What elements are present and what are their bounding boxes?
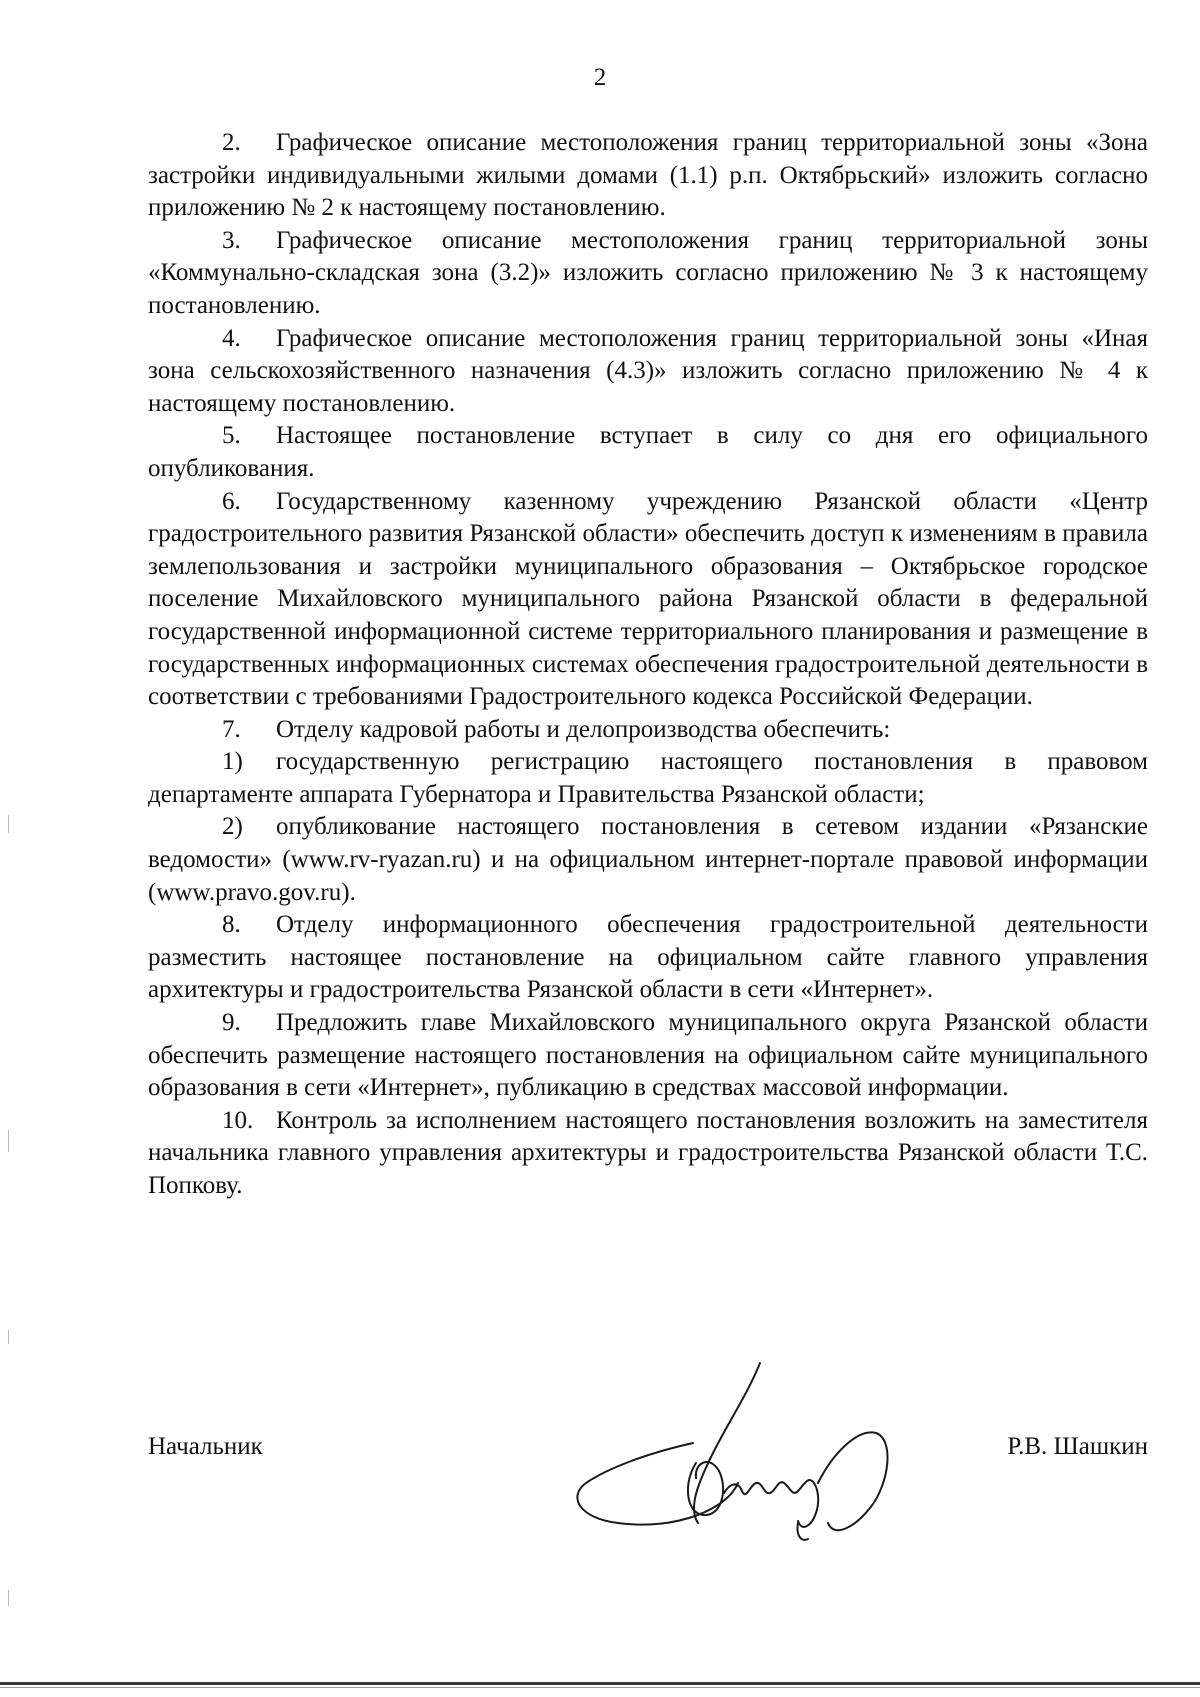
scan-edge-mark [8,1330,9,1344]
paragraph-3 [148,225,1148,323]
paragraph-7 [148,714,1148,747]
item-number: 8. [222,911,241,939]
paragraph-text: Государственному казенному учреждению Рязанской области «Центр градостроительного развития Рязанской области» обеспечить доступ к изменениям в правила землепользования и застройки муниципального образования – Октябрьское городское поселение Михайловского муниципального района Рязанской области в федеральной государственной информационной системе территориального планирования и размещение в государственных информационных системах обеспечения градостроительной деятельности в соответствии с требованиями Градостроительного кодекса Российской Федерации. [148,487,1148,711]
scan-edge-mark [8,815,9,833]
item-number: 2) [222,813,243,841]
document-body [148,127,1148,1203]
handwritten-signature [498,1333,898,1553]
paragraph-text: государственную регистрацию настоящего постановления в правовом департаменте аппарата Губернатора и Правительства Рязанской области; [148,748,1148,808]
item-number: 3. [222,226,241,254]
paragraph-8 [148,909,1148,1007]
page-number: 2 [593,64,607,91]
scan-bottom-edge [0,1682,1200,1685]
signatory-title: Начальник [148,1433,263,1460]
paragraph-5 [148,420,1148,485]
item-number: 5. [222,422,241,450]
scan-bottom-edge-shadow [0,1687,1200,1688]
paragraph-text: Контроль за исполнением настоящего постановления возложить на заместителя начальника главного управления архитектуры и градостроительства Рязанской области Т.С. Попкову. [148,1106,1148,1199]
scan-edge-mark [8,1130,9,1152]
paragraph-2 [148,127,1148,225]
paragraph-text: Предложить главе Михайловского муниципального округа Рязанской области обеспечить размещение настоящего постановления на официальном сайте муниципального образования в сети «Интернет», публикацию в средствах массовой информации. [148,1009,1148,1102]
paragraph-text: Графическое описание местоположения границ территориальной зоны «Коммунально-складская зона (3.2)» изложить согласно приложению № 3 к настоящему постановлению. [148,226,1148,319]
paragraph-10 [148,1105,1148,1203]
item-number: 10. [222,1106,254,1134]
item-number: 4. [222,324,241,352]
paragraph-6 [148,486,1148,714]
paragraph-text: Отделу кадровой работы и делопроизводства обеспечить: [276,715,891,743]
paragraph-text: Графическое описание местоположения границ территориальной зоны «Иная зона сельскохозяйственного назначения (4.3)» изложить согласно приложению № 4 к настоящему постановлению. [148,324,1148,417]
signatory-name: Р.В. Шашкин [1007,1433,1148,1460]
subparagraph-7-2 [148,811,1148,909]
paragraph-4 [148,323,1148,421]
paragraph-text: Настоящее постановление вступает в силу со дня его официального опубликования. [148,422,1148,482]
item-number: 2. [222,129,241,156]
item-number: 6. [222,487,241,515]
paragraph-9 [148,1007,1148,1105]
item-number: 1) [222,748,243,776]
paragraph-text: Отделу информационного обеспечения градостроительной деятельности разместить настоящее постановление на официальном сайте главного управления архитектуры и градостроительства Рязанской области в сети «Интернет». [148,911,1148,1004]
paragraph-text: опубликование настоящего постановления в сетевом издании «Рязанские ведомости» (www.rv-ryazan.ru) и на официальном интернет-портале правовой информации (www.pravo.gov.ru). [148,813,1148,906]
item-number: 9. [222,1009,241,1037]
scan-edge-mark [8,1590,9,1606]
subparagraph-7-1 [148,746,1148,811]
item-number: 7. [222,715,241,743]
paragraph-text: Графическое описание местоположения границ территориальной зоны «Зона застройки индивидуальными жилыми домами (1.1) р.п. Октябрьский» изложить согласно приложению № 2 к настоящему постановлению. [148,129,1148,222]
signature-block [148,1413,1148,1573]
